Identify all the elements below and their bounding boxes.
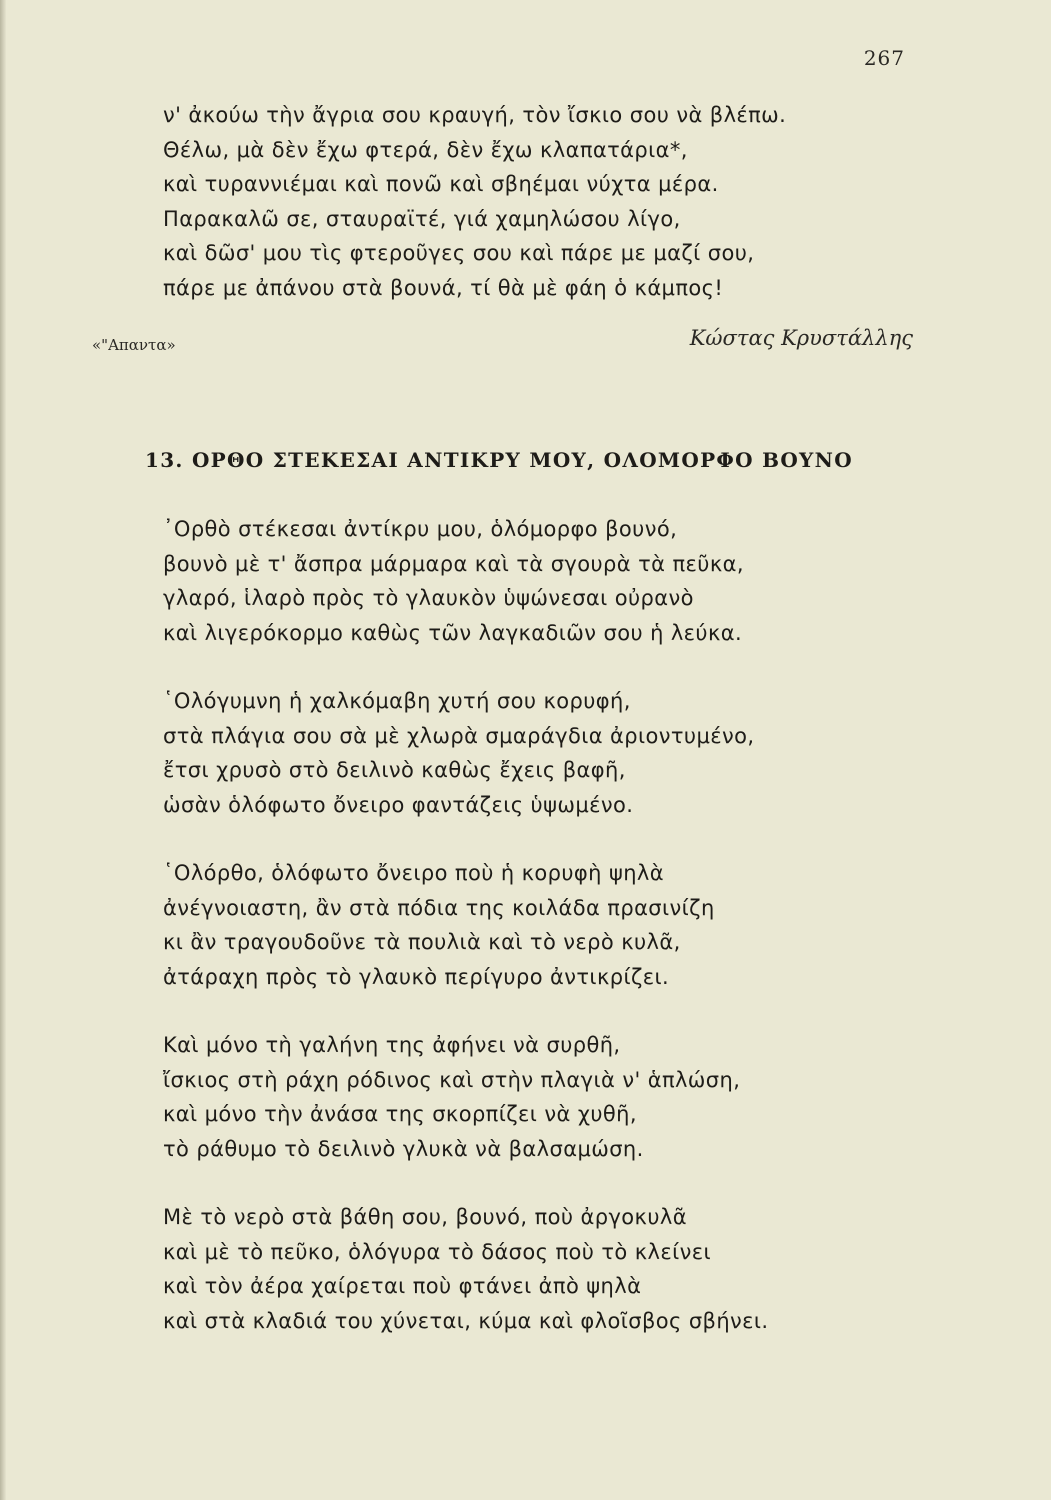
- page-edge: [0, 0, 6, 1500]
- previous-poem: [163, 98, 891, 305]
- poem-line: καὶ λιγερόκορμο καθὼς τῶν λαγκαδιῶν σου ἡ λεύκα.: [163, 620, 743, 645]
- stanza: [163, 1200, 891, 1338]
- poem-line: ἔτσι χρυσὸ στὸ δειλινὸ καθὼς ἔχεις βαφῆ,: [163, 758, 626, 782]
- stanza: [163, 684, 891, 822]
- poem-line: Θέλω, μὰ δὲν ἔχω φτερά, δὲν ἔχω κλαπατάρια*,: [163, 137, 688, 162]
- poem-line: καὶ τὸν ἀέρα χαίρεται ποὺ φτάνει ἀπὸ ψηλὰ: [163, 1274, 642, 1298]
- poem-line: ῾Ολόρθο, ὁλόφωτο ὄνειρο ποὺ ἡ κορυφὴ ψηλὰ: [163, 861, 664, 885]
- source-citation: «"Απαντα»: [92, 336, 176, 354]
- poem-line: ὡσὰν ὁλόφωτο ὄνειρο φαντάζεις ὑψωμένο.: [163, 792, 634, 817]
- poem-line: καὶ μόνο τὴν ἀνάσα της σκορπίζει νὰ χυθῆ,: [163, 1102, 637, 1126]
- poem-line: γλαρό, ἱλαρὸ πρὸς τὸ γλαυκὸν ὑψώνεσαι οὐρανὸ: [163, 586, 694, 610]
- poem-line: καὶ στὰ κλαδιά του χύνεται, κύμα καὶ φλοῖσβος σβήνει.: [163, 1308, 769, 1333]
- poem-line: Μὲ τὸ νερὸ στὰ βάθη σου, βουνό, ποὺ ἀργοκυλᾶ: [163, 1205, 687, 1229]
- poem-line: τὸ ράθυμο τὸ δειλινὸ γλυκὰ νὰ βαλσαμώση.: [163, 1136, 644, 1161]
- stanza: [163, 512, 891, 650]
- poem-line: βουνὸ μὲ τ' ἄσπρα μάρμαρα καὶ τὰ σγουρὰ τὰ πεῦκα,: [163, 551, 744, 576]
- poem-line: ἴσκιος στὴ ράχη ρόδινος καὶ στὴν πλαγιὰ ν' ἁπλώση,: [163, 1067, 741, 1092]
- poem-body: [163, 512, 891, 1372]
- stanza: [163, 1028, 891, 1166]
- poem-line: κι ἂν τραγουδοῦνε τὰ πουλιὰ καὶ τὸ νερὸ κυλᾶ,: [163, 930, 681, 954]
- poem-line: καὶ δῶσ' μου τὶς φτεροῦγες σου καὶ πάρε με μαζί σου,: [163, 241, 755, 265]
- poem-heading: 13. ΟΡΘΟ ΣΤΕΚΕΣΑΙ ΑΝΤΙΚΡΥ ΜΟΥ, ΟΛΟΜΟΡΦΟ ΒΟΥΝΟ: [145, 448, 853, 472]
- page-number: 267: [863, 46, 905, 70]
- poem-line: ῾Ολόγυμνη ἡ χαλκόμαβη χυτή σου κορυφή,: [163, 689, 631, 713]
- stanza: [163, 856, 891, 994]
- poem-line: Καὶ μόνο τὴ γαλήνη της ἀφήνει νὰ συρθῆ,: [163, 1033, 621, 1057]
- poem-line: Παρακαλῶ σε, σταυραϊτέ, γιά χαμηλώσου λίγο,: [163, 206, 681, 231]
- poem-line: ἀνέγνοιαστη, ἂν στὰ πόδια της κοιλάδα πρασινίζη: [163, 895, 715, 920]
- poem-line: στὰ πλάγια σου σὰ μὲ χλωρὰ σμαράγδια ἀριοντυμένο,: [163, 723, 755, 748]
- poem-line: ἀτάραχη πρὸς τὸ γλαυκὸ περίγυρο ἀντικρίζει.: [163, 964, 670, 989]
- poem-line: καὶ τυραννιέμαι καὶ πονῶ καὶ σβηέμαι νύχτα μέρα.: [163, 172, 719, 196]
- author-name: Κώστας Κρυστάλλης: [689, 326, 913, 350]
- poem-line: καὶ μὲ τὸ πεῦκο, ὁλόγυρα τὸ δάσος ποὺ τὸ κλείνει: [163, 1239, 711, 1264]
- poem-line: πάρε με ἀπάνου στὰ βουνά, τί θὰ μὲ φάη ὁ κάμπος!: [163, 275, 724, 300]
- poem-line: ν' ἀκούω τὴν ἄγρια σου κραυγή, τὸν ἴσκιο σου νὰ βλέπω.: [163, 103, 787, 127]
- poem-line: ᾿Ορθὸ στέκεσαι ἀντίκρυ μου, ὁλόμορφο βουνό,: [163, 517, 678, 541]
